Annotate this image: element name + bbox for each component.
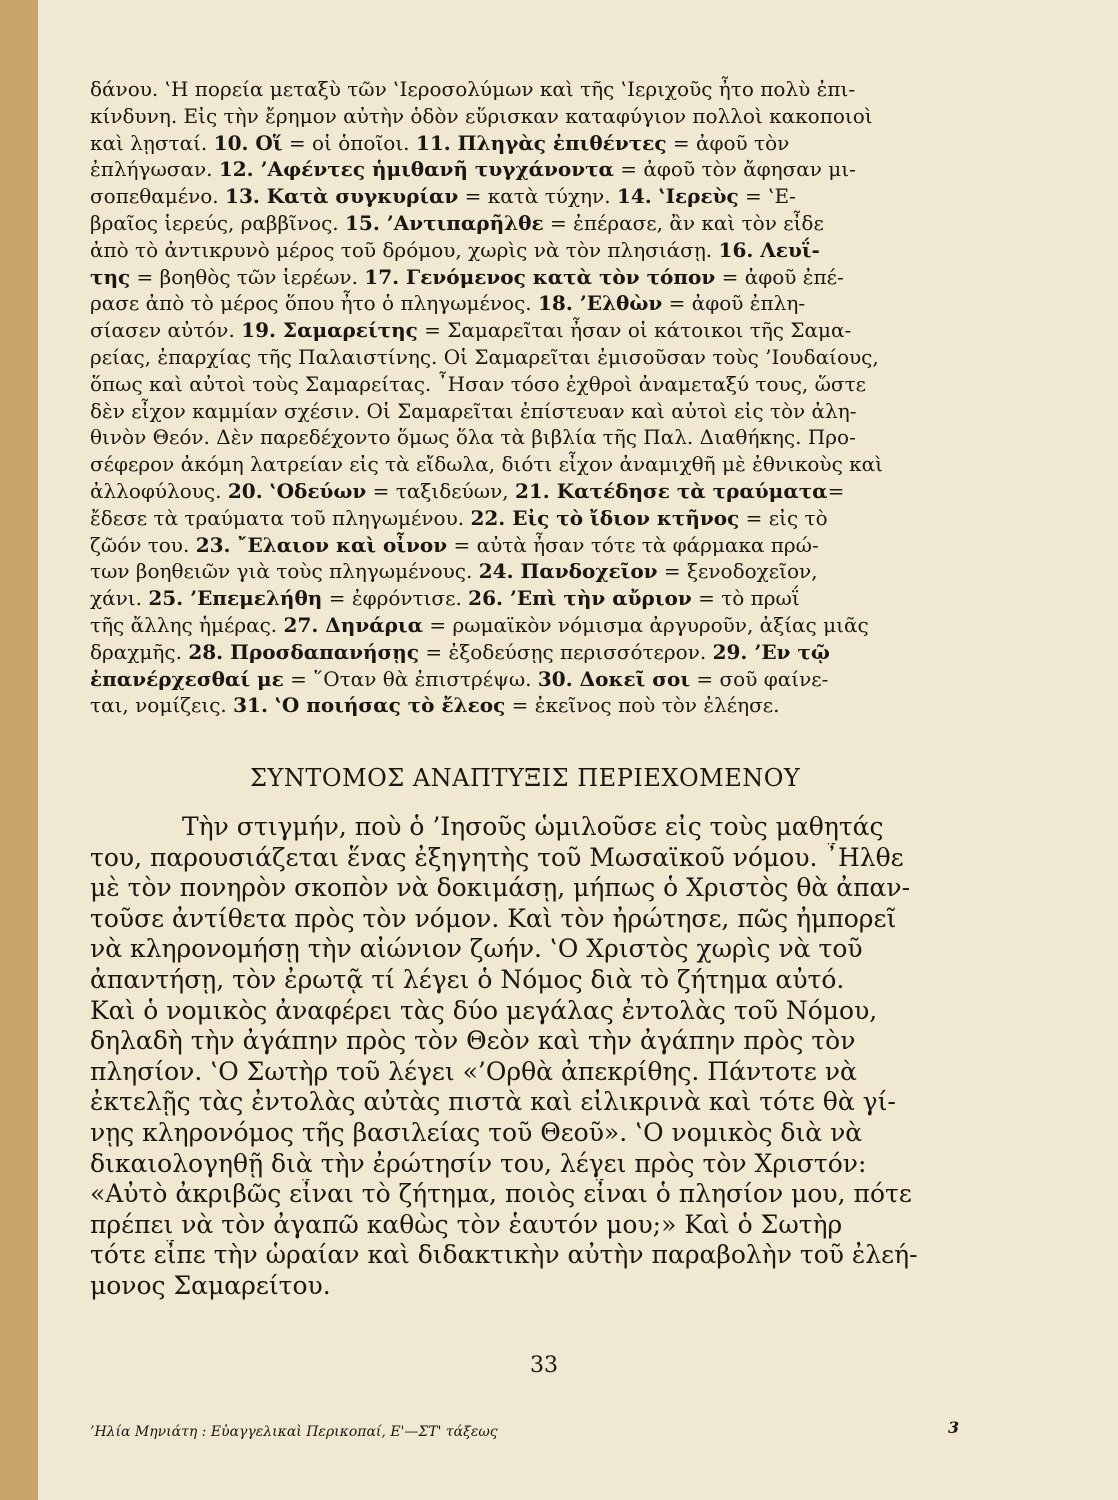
glossary-term: 18. ’Ελθὼν [538, 291, 663, 316]
notes-line [90, 692, 962, 719]
summary-line: δηλαδὴ τὴν ἀγάπην πρὸς τὸν Θεὸν καὶ τὴν ἀγάπην πρὸς τὸν [90, 1026, 856, 1056]
summary-line: ἀπαντήσῃ, τὸν ἐρωτᾷ τί λέγει ὁ Νόμος διὰ τὸ ζήτημα αὐτό. [90, 964, 845, 994]
glossary-term: 31. ‛Ο ποιήσας τὸ ἔλεος [233, 693, 506, 718]
glossary-text: ρασε ἀπὸ τὸ μέρος ὅπου ἦτο ὁ πληγωμένος. [90, 291, 538, 316]
glossary-term: 27. Δηνάρια [283, 612, 423, 637]
notes-line [90, 398, 962, 425]
glossary-text: ἐπλήγωσαν. [90, 157, 219, 182]
glossary-term: 13. Κατὰ συγκυρίαν [225, 184, 459, 209]
notes-line [90, 478, 962, 505]
summary-line: δικαιολογηθῇ διὰ τὴν ἐρώτησίν του, λέγει πρὸς τὸν Χριστόν: [90, 1148, 867, 1178]
glossary-term: της [90, 264, 131, 289]
summary-line: «Αὐτὸ ἀκριβῶς εἶναι τὸ ζήτημα, ποιὸς εἶναι ὁ πλησίον μου, πότε [90, 1179, 912, 1209]
glossary-term: 19. Σαμαρείτης [241, 318, 418, 343]
summary-line: νὰ κληρονομήσῃ τὴν αἰώνιον ζωήν. ‛Ο Χριστὸς χωρὶς νὰ τοῦ [90, 934, 863, 964]
vocabulary-notes [90, 76, 962, 719]
glossary-text: = [827, 478, 845, 503]
notes-line [90, 183, 962, 210]
summary-line: νῃς κληρονόμος τῆς βασιλείας τοῦ Θεοῦ». ‛Ο νομικὸς διὰ νὰ [90, 1117, 863, 1147]
signature-mark: 3 [948, 1418, 960, 1437]
notes-line [90, 558, 962, 585]
notes-line [90, 290, 962, 317]
glossary-text: δὲν εἶχον καμμίαν σχέσιν. Οἱ Σαμαρεῖται ἐπίστευαν καὶ αὐτοὶ εἰς τὸν ἀλη- [90, 398, 857, 423]
glossary-term: 24. Πανδοχεῖον [478, 559, 658, 584]
glossary-text: βραῖος ἱερεύς, ραββῖνος. [90, 210, 346, 235]
section-title: ΣΥΝΤΟΜΟΣ ΑΝΑΠΤΥΞΙΣ ΠΕΡΙΕΧΟΜΕΝΟΥ [250, 764, 801, 792]
glossary-text: = ἀφοῦ τὸν ἄφησαν μι- [613, 157, 856, 182]
glossary-term: 25. ’Επεμελήθη [148, 586, 323, 611]
glossary-text: θινὸν Θεόν. Δὲν παρεδέχοντο ὅμως ὅλα τὰ βιβλία τῆς Παλ. Διαθήκης. Προ- [90, 425, 856, 450]
glossary-text: = ἀφοῦ ἐπέ- [715, 264, 844, 289]
glossary-text: = βοηθὸς τῶν ἱερέων. [130, 264, 365, 289]
glossary-text: ζῶόν του. [90, 532, 196, 557]
glossary-term: 23. ῎Ελαιον καὶ οἶνον [195, 532, 448, 557]
notes-line [90, 264, 962, 291]
glossary-term: 20. ‛Οδεύων [227, 478, 367, 503]
notes-line [90, 585, 962, 612]
glossary-text: = οἱ ὁποῖοι. [282, 130, 416, 155]
glossary-text: καὶ λῃσταί. [90, 130, 214, 155]
summary-line: Καὶ ὁ νομικὸς ἀναφέρει τὰς δύο μεγάλας ἐντολὰς τοῦ Νόμου, [90, 995, 878, 1025]
glossary-text: = ἐφρόντισε. [322, 586, 469, 611]
glossary-text: = Σαμαρεῖται ἦσαν οἱ κάτοικοι τῆς Σαμα- [417, 318, 852, 343]
glossary-text: ἀπὸ τὸ ἀντικρυνὸ μέρος τοῦ δρόμου, χωρὶς νὰ τὸν πλησιάσῃ. [90, 237, 719, 262]
glossary-text: δραχμῆς. [90, 639, 189, 664]
glossary-text: ἀλλοφύλους. [90, 478, 228, 503]
glossary-text: = ρωμαϊκὸν νόμισμα ἀργυροῦν, ἀξίας μιᾶς [422, 612, 869, 637]
glossary-term: ἐπανέρχεσθαί με [90, 666, 284, 691]
glossary-term: 15. ’Αντιπαρῆλθε [345, 210, 544, 235]
notes-line [90, 424, 962, 451]
glossary-text: = τὸ πρωΐ [691, 586, 800, 611]
glossary-text: ὅπως καὶ αὐτοὶ τοὺς Σαμαρείτας. ῏Ησαν τόσο ἐχθροὶ ἀναμεταξύ τους, ὥστε [90, 371, 867, 396]
glossary-term: 21. Κατέδησε τὰ τραύματα [514, 478, 828, 503]
summary-line: ἐκτελῇς τὰς ἐντολὰς αὐτὰς πιστὰ καὶ εἰλικρινὰ καὶ τότε θὰ γί- [90, 1087, 896, 1117]
notes-line [90, 371, 962, 398]
notes-line [90, 451, 962, 478]
summary-line: μονος Σαμαρείτου. [90, 1270, 331, 1300]
glossary-text: ἔδεσε τὰ τραύματα τοῦ πληγωμένου. [90, 505, 471, 530]
glossary-text: = αὐτὰ ἦσαν τότε τὰ φάρμακα πρώ- [447, 532, 819, 557]
glossary-text: δάνου. ‛Η πορεία μεταξὺ τῶν ‛Ιεροσολύμων καὶ τῆς ‛Ιεριχοῦς ἦτο πολὺ ἐπι- [90, 77, 856, 101]
glossary-term: 10. Οἵ [213, 130, 283, 155]
glossary-term: 29. ’Εν τῷ [712, 639, 830, 664]
notes-line [90, 76, 962, 103]
page-number: 33 [530, 1353, 558, 1378]
notes-line [90, 130, 962, 157]
glossary-text: σοπεθαμένο. [90, 184, 226, 209]
notes-line [90, 639, 962, 666]
glossary-term: 22. Εἰς τὸ ἴδιον κτῆνος [470, 505, 740, 530]
notes-line [90, 317, 962, 344]
summary-line: πρέπει νὰ τὸν ἀγαπῶ καθὼς τὸν ἑαυτόν μου;» Καὶ ὁ Σωτὴρ [90, 1209, 843, 1239]
glossary-term: 30. Δοκεῖ σοι [537, 666, 691, 691]
notes-line [90, 666, 962, 693]
glossary-text: = ἀφοῦ τὸν [666, 130, 790, 155]
glossary-text: = κατὰ τύχην. [458, 184, 617, 209]
notes-line [90, 532, 962, 559]
notes-line [90, 344, 962, 371]
glossary-text: = σοῦ φαίνε- [690, 666, 829, 691]
notes-line [90, 103, 962, 130]
notes-line [90, 237, 962, 264]
summary-line: τότε εἶπε τὴν ὡραίαν καὶ διδακτικὴν αὐτὴν παραβολὴν τοῦ ἐλεή- [90, 1240, 918, 1270]
glossary-term: 26. ’Επὶ τὴν αὔριον [468, 586, 692, 611]
summary-line: μὲ τὸν πονηρὸν σκοπὸν νὰ δοκιμάσῃ, μήπως ὁ Χριστὸς θὰ ἀπαν- [90, 873, 911, 903]
glossary-text: = ‛Ε- [738, 184, 796, 209]
glossary-text: = ἐκεῖνος ποὺ τὸν ἐλέησε. [505, 693, 780, 718]
summary-line: πλησίον. ‛Ο Σωτὴρ τοῦ λέγει «’Ορθὰ ἀπεκρίθης. Πάντοτε νὰ [90, 1056, 857, 1086]
summary-line: Τὴν στιγμήν, ποὺ ὁ ’Ιησοῦς ὡμιλοῦσε εἰς τοὺς μαθητάς [182, 812, 884, 841]
glossary-term: 11. Πληγὰς ἐπιθέντες [415, 130, 667, 155]
glossary-text: σίασεν αὐτόν. [90, 318, 242, 343]
glossary-text: χάνι. [90, 586, 149, 611]
glossary-term: 17. Γενόμενος κατὰ τὸν τόπον [364, 264, 716, 289]
glossary-term: 28. Προσδαπανήσῃς [188, 639, 420, 664]
summary-line: του, παρουσιάζεται ἕνας ἐξηγητὴς τοῦ Μωσαϊκοῦ νόμου. ῏Ηλθε [90, 842, 904, 872]
notes-line [90, 156, 962, 183]
glossary-text: = ἀφοῦ ἐπλη- [662, 291, 806, 316]
glossary-text: κίνδυνη. Εἰς τὴν ἔρημον αὐτὴν ὁδὸν εὕρισκαν καταφύγιον πολλοὶ κακοποιοὶ [90, 103, 873, 128]
footer-citation: ’Ηλία Μηνιάτη : Εὐαγγελικαὶ Περικοπαί, Ε'—ΣΤ' τάξεως [90, 1424, 498, 1440]
glossary-text: ται, νομίζεις. [90, 693, 234, 718]
glossary-text: = ξενοδοχεῖον, [657, 559, 818, 584]
glossary-text: = ἐξοδεύσῃς περισσότερον. [419, 639, 713, 664]
notes-line [90, 210, 962, 237]
glossary-text: τῆς ἄλλης ἡμέρας. [90, 612, 284, 637]
glossary-text: = ταξιδεύων, [366, 478, 515, 503]
glossary-text: = ῞Οταν θὰ ἐπιστρέψω. [283, 666, 538, 691]
summary-line: τοῦσε ἀντίθετα πρὸς τὸν νόμον. Καὶ τὸν ἠρώτησε, πῶς ἠμπορεῖ [90, 903, 897, 933]
glossary-text: σέφερον ἀκόμη λατρείαν εἰς τὰ εἴδωλα, διότι εἶχον ἀναμιχθῆ μὲ ἐθνικοὺς καὶ [90, 452, 883, 477]
content-summary [90, 812, 970, 1302]
glossary-term: 12. ’Αφέντες ἡμιθανῆ τυγχάνοντα [218, 157, 614, 182]
notes-line [90, 612, 962, 639]
glossary-text: των βοηθειῶν γιὰ τοὺς πληγωμένους. [90, 559, 479, 584]
notes-line [90, 505, 962, 532]
glossary-text: = εἰς τὸ [739, 505, 828, 530]
glossary-text: ρείας, ἐπαρχίας τῆς Παλαιστίνης. Οἱ Σαμαρεῖται ἐμισοῦσαν τοὺς ’Ιουδαίους, [90, 344, 879, 369]
glossary-term: 16. Λευΐ- [718, 237, 820, 262]
glossary-term: 14. ‛Ιερεὺς [616, 184, 739, 209]
glossary-text: = ἐπέρασε, ἂν καὶ τὸν εἶδε [543, 210, 824, 235]
